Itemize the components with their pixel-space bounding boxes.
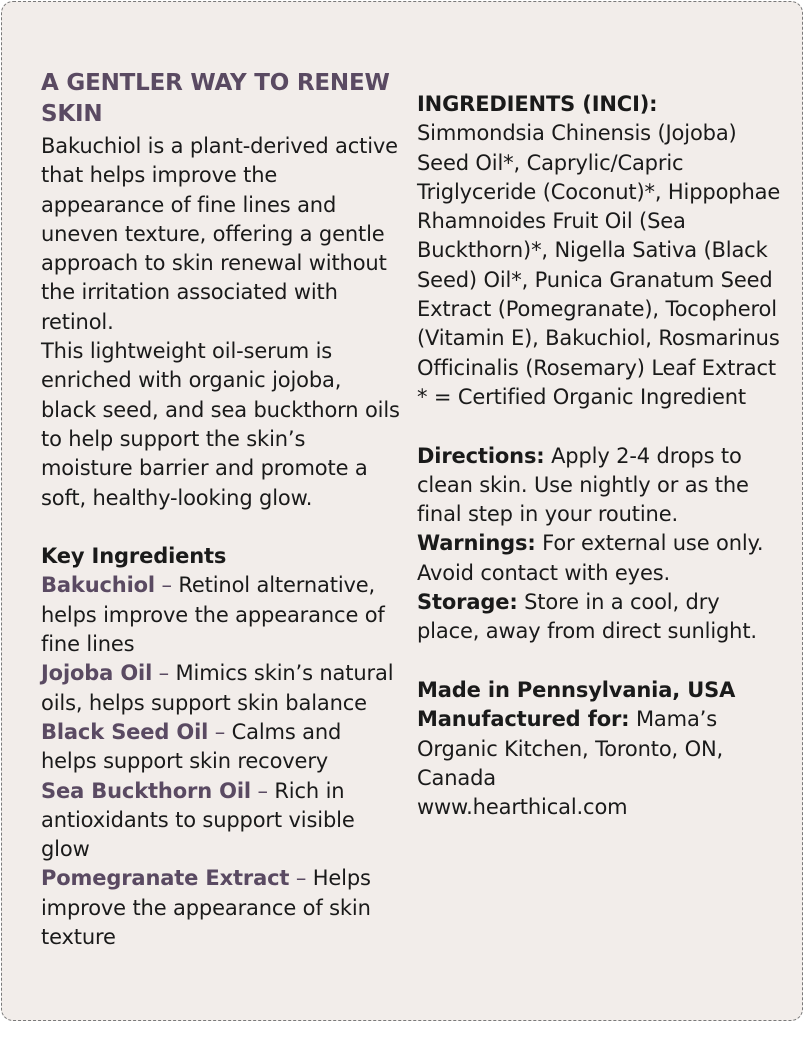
spacer [417,647,787,676]
key-ingredient-item [41,864,401,952]
website: www.hearthical.com [417,795,628,820]
key-ingredients-title: Key Ingredients [41,544,227,569]
key-ingredient-separator: – [152,661,176,686]
key-ingredient-name: Sea Buckthorn Oil [41,778,251,803]
storage-text: Store in a cool, dry place, away from direct sunlight. [417,590,757,644]
made-in: Made in Pennsylvania, USA [417,677,736,702]
spacer [417,412,787,441]
spacer [41,513,401,542]
manufactured-label: Manufactured for: [417,707,630,732]
warnings-text: For external use only. Avoid contact with eyes. [417,531,764,585]
key-ingredient-separator: – [250,778,275,803]
product-label-card [1,1,803,1021]
storage [417,588,787,647]
warnings [417,529,787,588]
key-ingredient-separator: – [289,866,313,891]
directions [417,442,787,530]
key-ingredient-desc: Mimics skin’s natural oils, helps support skin balance [41,661,394,715]
warnings-label: Warnings: [417,531,536,556]
key-ingredient-separator: – [154,573,179,598]
intro-paragraph-2: This lightweight oil-serum is enriched with organic jojoba, black seed, and sea buckthorn oils to help support the skin’s moisture barrier and promote a soft, healthy-looking glow. [41,339,400,510]
intro-paragraph: Bakuchiol is a plant-derived active that helps improve the appearance of fine lines and uneven texture, offering a gentle approach to skin renewal without the irritation associated with retinol. [41,134,398,334]
right-column [417,90,787,822]
key-ingredient-desc: Rich in antioxidants to support visible glow [41,778,355,862]
key-ingredient-name: Bakuchiol [41,573,155,598]
ingredients-list: Simmondsia Chinensis (Jojoba) Seed Oil*, Caprylic/Capric Triglyceride (Coconut)*, Hippophae Rhamnoides Fruit Oil (Sea Buckthorn)*, Nigella Sativa (Black Seed) Oil*, Punica Granatum Seed Extract (Pomegranate), Tocopherol (Vitamin E), Bakuchiol, Rosmarinus Officinalis (Rosemary) Leaf Extract [417,121,781,380]
key-ingredient-name: Jojoba Oil [41,661,153,686]
headline: A GENTLER WAY TO RENEW SKIN [41,70,390,127]
key-ingredient-item [41,718,401,777]
key-ingredient-separator: – [208,719,232,744]
directions-text: Apply 2-4 drops to clean skin. Use nightly or as the final step in your routine. [417,443,749,527]
storage-label: Storage: [417,590,518,615]
manufactured-text: Mama’s Organic Kitchen, Toronto, ON, Canada [417,707,724,790]
key-ingredient-desc: Helps improve the appearance of skin texture [41,866,371,950]
directions-label: Directions: [417,443,545,468]
key-ingredient-name: Pomegranate Extract [41,866,290,891]
key-ingredient-item [41,777,401,865]
key-ingredient-desc: Retinol alternative, helps improve the appearance of fine lines [41,573,385,657]
key-ingredient-item [41,659,401,718]
key-ingredient-item [41,571,401,659]
key-ingredient-name: Black Seed Oil [41,719,209,744]
manufactured-for [417,705,787,793]
left-column [41,68,401,952]
key-ingredient-desc: Calms and helps support skin recovery [41,719,342,774]
organic-note: * = Certified Organic Ingredient [417,384,746,409]
ingredients-title: INGREDIENTS (INCI): [417,92,658,116]
